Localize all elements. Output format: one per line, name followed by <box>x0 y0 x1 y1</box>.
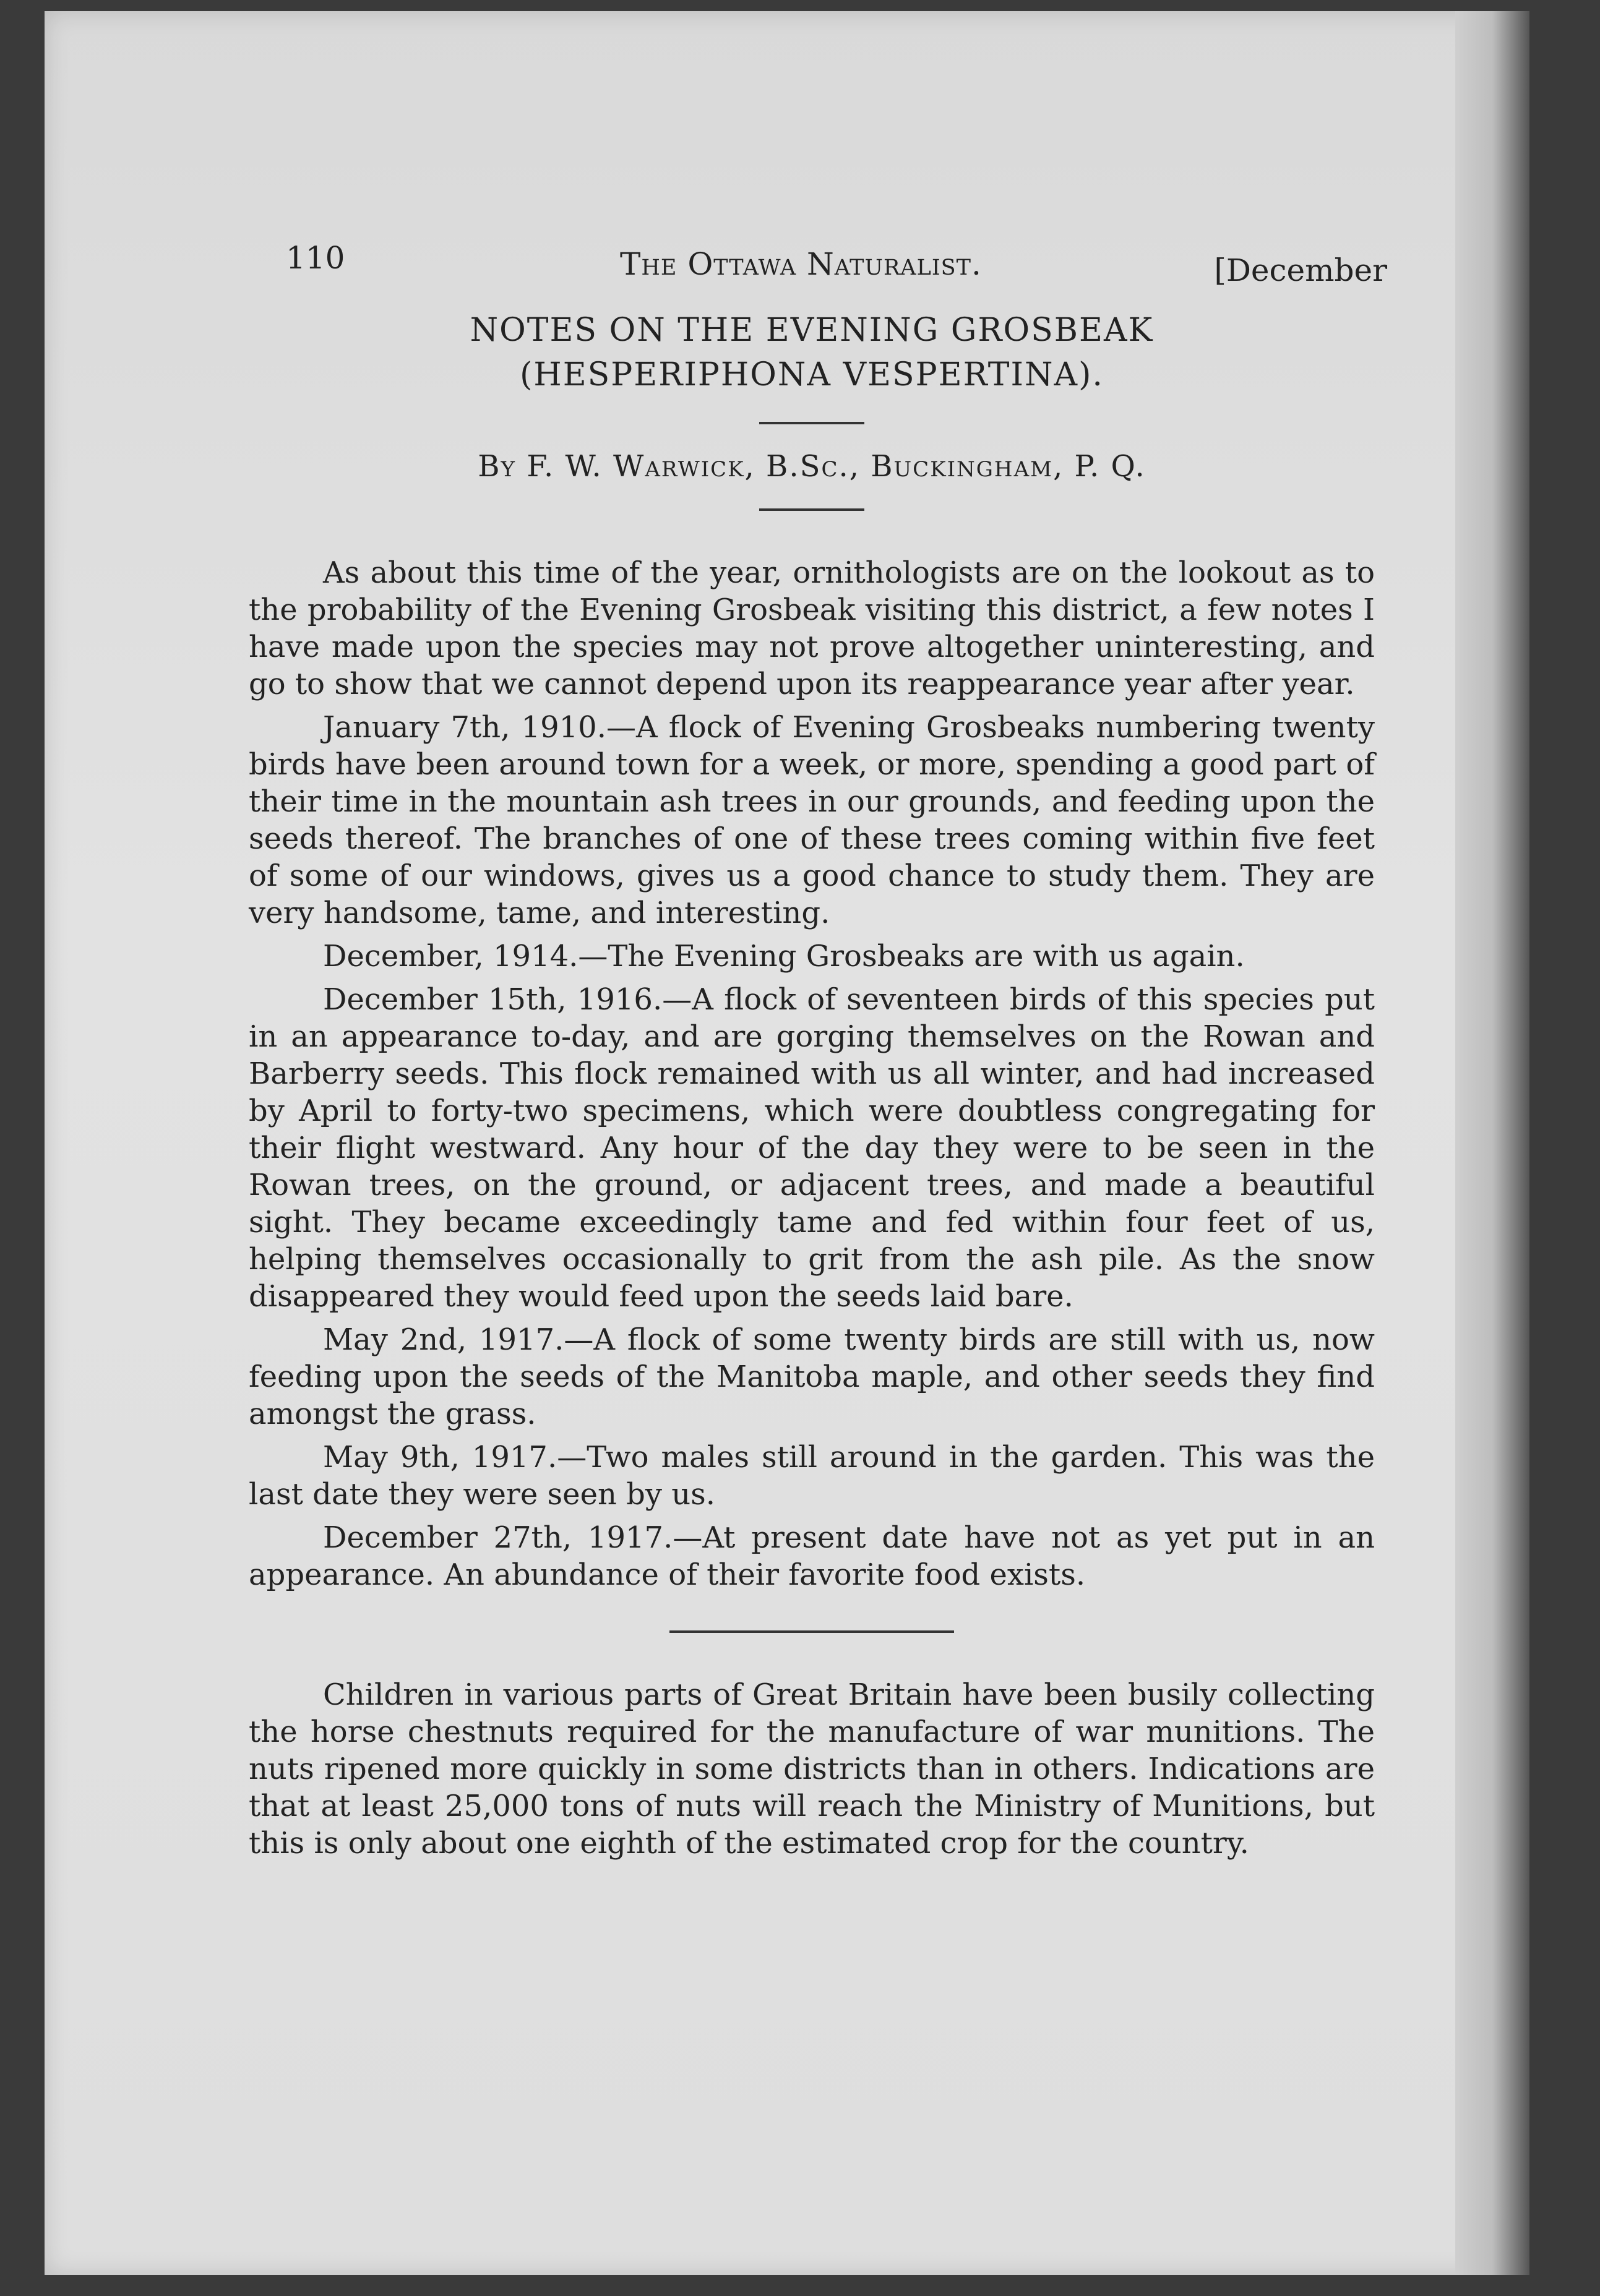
page-number: 110 <box>286 240 345 276</box>
book-spine <box>1455 11 1529 2275</box>
article-title-line-1: NOTES ON THE EVENING GROSBEAK <box>470 312 1154 349</box>
article-paragraph: May 2nd, 1917.—A flock of some twenty birds are still with us, now feeding upon the seeds of the Manitoba maple, and other seeds they find amongst the grass. <box>249 1322 1375 1431</box>
byline-rule <box>759 508 864 511</box>
article-paragraph: As about this time of the year, ornithologists are on the lookout as to the probability of the Evening Grosbeak visiting this district, a few notes I have made upon the species may not prove altogether uninteresting, and go to show that we cannot depend upon its reappearance year after year. <box>249 555 1375 701</box>
article-paragraph: December 15th, 1916.—A flock of seventeen birds of this species put in an appearance to-day, and are gorging themselves on the Rowan and Barberry seeds. This flock remained with us all winter, and had increased by April to forty-two specimens, which were doubtless congregating for their flight westward. Any hour of the day they were to be seen in the Rowan trees, on the ground, or adjacent trees, and made a beautiful sight. They became exceedingly tame and fed within four feet of us, helping themselves occasionally to grit from the ash pile. As the snow disappeared they would feed upon the seeds laid bare. <box>249 982 1375 1314</box>
article-paragraph: December, 1914.—The Evening Grosbeaks are with us again. <box>323 939 1245 974</box>
article-paragraph: January 7th, 1910.—A flock of Evening Grosbeaks numbering twenty birds have been around town for a week, or more, spending a good part of their time in the mountain ash trees in our grounds, and feeding upon the seeds thereof. The branches of one of these trees coming within five feet of some of our windows, gives us a good chance to study them. They are very handsome, tame, and interesting. <box>249 710 1375 930</box>
running-head <box>249 221 1387 296</box>
article-paragraph: December 27th, 1917.—At present date have not as yet put in an appearance. An abundance of their favorite food exists. <box>249 1520 1375 1592</box>
text-block <box>249 221 1387 1868</box>
article-paragraph: May 9th, 1917.—Two males still around in the garden. This was the last date they were seen by us. <box>249 1440 1375 1512</box>
byline: By F. W. Warwick, B.Sc., Buckingham, P. Q. <box>478 449 1146 484</box>
note-paragraph: Children in various parts of Great Britain have been busily collecting the horse chestnuts required for the manufacture of war munitions. The nuts ripened more quickly in some districts than in others. Indications are that at least 25,000 tons of nuts will reach the Ministry of Munitions, but this is only about one eighth of the estimated crop for the country. <box>249 1677 1375 1861</box>
section-rule <box>669 1630 954 1633</box>
title-rule <box>759 422 864 424</box>
book-page <box>45 11 1529 2275</box>
article-title-line-2: (HESPERIPHONA VESPERTINA). <box>520 356 1104 393</box>
article-title <box>249 308 1375 397</box>
issue-month: [December <box>1214 252 1387 288</box>
journal-title: The Ottawa Naturalist. <box>620 246 982 282</box>
